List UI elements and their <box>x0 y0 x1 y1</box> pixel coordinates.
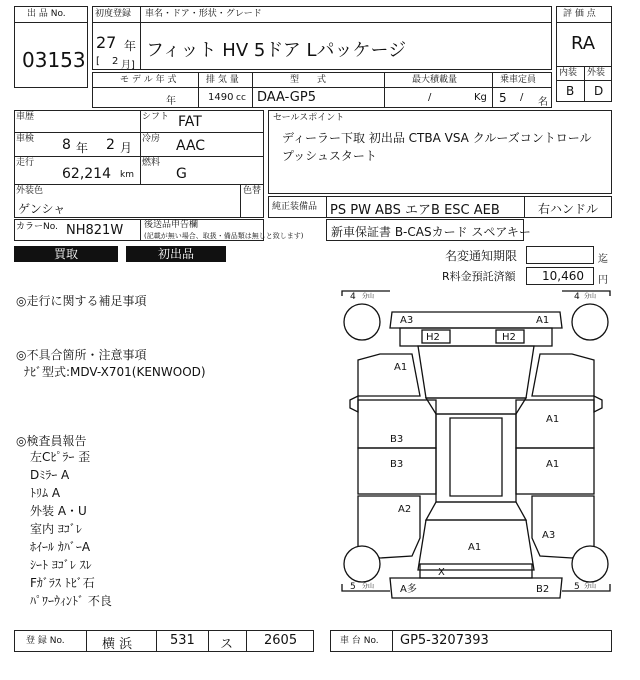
interior-score-label: 内装 <box>559 68 578 78</box>
mark-left-rear-door: B3 <box>390 459 404 470</box>
selling-points-label: セールスポイント <box>273 113 345 123</box>
color-number: NH821W <box>66 223 124 238</box>
inspector-item: 左Cﾋﾟﾗｰ 歪 <box>30 450 91 464</box>
inspection-month-unit: 月 <box>120 141 133 155</box>
shift: FAT <box>178 114 202 130</box>
history-label: 車歴 <box>16 112 35 122</box>
inspector-item: Dﾐﾗｰ A <box>30 468 70 482</box>
shift-label: シフト <box>142 112 170 122</box>
score-label: 評 価 点 <box>563 9 596 19</box>
equipment-items: PS PW ABS エアB ESC AEB <box>330 203 500 218</box>
later-items-note: (記載が無い場合、取扱・備品類は無しと致します) <box>144 232 304 240</box>
selling-points-line-2: プッシュスタート <box>282 149 377 163</box>
recycle-unit: 円 <box>598 275 608 286</box>
inspector-item: Fｶﾞﾗｽ ﾄﾋﾞ石 <box>30 576 95 590</box>
inspector-item: ｼｰﾄ ﾖｺﾞﾚ ｽﾚ <box>30 558 92 572</box>
inspector-item: ﾎｲｰﾙ ｶﾊﾞｰA <box>30 540 91 554</box>
navi-model: ﾅﾋﾞ型式:MDV-X701(KENWOOD) <box>24 365 206 379</box>
fuel: G <box>176 166 187 182</box>
car-name-label: 車名・ドア・形状・グレード <box>145 9 262 19</box>
exterior-score: D <box>594 84 604 98</box>
inspector-item: 室内 ﾖｺﾞﾚ <box>30 522 82 536</box>
capacity-slash: / <box>520 92 524 103</box>
tyre-rear-right: 5 <box>574 582 580 592</box>
later-items-label: 後送品申告欄 <box>144 220 199 230</box>
mark-right-front-door: A1 <box>546 414 560 425</box>
max-load-label: 最大積載量 <box>412 75 458 85</box>
interior-score: B <box>566 84 575 98</box>
passenger-capacity: 5 <box>499 91 507 105</box>
tyre-front-right: 4 <box>574 292 580 302</box>
selling-points-line-1: ディーラー下取 初出品 CTBA VSA クルーズコントロール <box>282 131 592 145</box>
tyre-unit-rr: 分山 <box>584 583 597 590</box>
first-registration-month-open: [ <box>96 56 100 67</box>
inspection-year: 8 <box>62 137 71 153</box>
mark-right-rear-door: A1 <box>546 459 560 470</box>
tyre-front-left: 4 <box>350 292 356 302</box>
inspection-month: 2 <box>106 137 115 153</box>
color-label: 外装色 <box>16 186 44 196</box>
displacement: 1490 <box>208 92 234 103</box>
mark-front-bumper-right: A1 <box>536 315 550 326</box>
name-change-value <box>526 246 594 264</box>
mileage: 62,214 <box>62 166 111 182</box>
color-number-label: カラーNo. <box>16 222 58 232</box>
name-change-unit: 迄 <box>598 254 608 265</box>
driving-notes-title: ◎走行に関する補足事項 <box>16 294 147 308</box>
inspector-item: ﾊﾟﾜｰｳｨﾝﾄﾞ 不良 <box>30 594 112 608</box>
first-registration-label: 初度登録 <box>95 9 132 19</box>
mark-grille-right: H2 <box>502 332 516 343</box>
recycle-label: R料金預託済額 <box>442 270 516 283</box>
tyre-unit-fl: 分山 <box>362 293 375 300</box>
inspector-report-title: ◎検査員報告 <box>16 434 87 448</box>
buy-badge: 買取 <box>14 246 118 262</box>
fuel-label: 燃料 <box>142 158 161 168</box>
mark-grille-left: H2 <box>426 332 440 343</box>
registration-area: 横 浜 <box>102 637 133 652</box>
mark-rear-panel: X <box>438 567 445 578</box>
inspector-item: 外装 A・U <box>30 504 87 518</box>
car-damage-diagram <box>340 288 612 620</box>
max-load-slash: / <box>428 92 432 103</box>
mileage-label: 走行 <box>16 158 35 168</box>
exterior-score-label: 外装 <box>587 68 606 78</box>
mileage-unit: km <box>120 170 134 180</box>
model-year-label: モ デ ル 年 式 <box>120 75 177 85</box>
color-change-label: 色替 <box>243 186 262 196</box>
first-registration-month-close: 月] <box>121 60 135 71</box>
lot-number: 03153 <box>22 48 86 72</box>
displacement-unit: cc <box>236 93 246 103</box>
defects-title: ◎不具合箇所・注意事項 <box>16 348 147 362</box>
first-listing-badge: 初出品 <box>126 246 226 262</box>
registration-number: 2605 <box>264 633 298 648</box>
capacity-label: 乗車定員 <box>500 75 537 85</box>
mark-rear-bumper-left: A多 <box>400 584 417 595</box>
mark-left-front-door: B3 <box>390 434 404 445</box>
registration-kana: ス <box>220 637 234 652</box>
registration-class: 531 <box>170 633 195 648</box>
model-year-unit: 年 <box>166 96 176 107</box>
lot-number-label: 出 品 No. <box>27 9 66 19</box>
car-name: フィット HV 5ドア Lパッケージ <box>146 40 407 61</box>
recycle-value: 10,460 <box>542 269 584 283</box>
first-registration-year-unit: 年 <box>124 39 137 53</box>
mark-rear-bumper-right: B2 <box>536 584 550 595</box>
warranty-items: 新車保証書 B-CASカード スペアキー <box>331 225 531 239</box>
equipment-label: 純正装備品 <box>272 202 318 212</box>
first-registration-year: 27 <box>96 33 117 52</box>
steering-side: 右ハンドル <box>538 202 599 216</box>
overall-score: RA <box>571 33 596 54</box>
tyre-unit-rl: 分山 <box>362 583 375 590</box>
inspection-year-unit: 年 <box>76 141 89 155</box>
mark-left-fender: A1 <box>394 362 408 373</box>
first-registration-month: 2 <box>112 56 119 67</box>
mark-right-quarter: A3 <box>542 530 556 541</box>
name-change-label: 名変通知期限 <box>445 249 518 263</box>
chassis-number: GP5-3207393 <box>400 633 489 648</box>
inspection-label: 車検 <box>16 134 35 144</box>
mark-front-bumper-left: A3 <box>400 315 414 326</box>
capacity-unit: 名 <box>538 97 548 108</box>
aircon-label: 冷房 <box>142 134 161 144</box>
mark-left-quarter: A2 <box>398 504 412 515</box>
tyre-rear-left: 5 <box>350 582 356 592</box>
mark-trunk: A1 <box>468 542 482 553</box>
inspector-item: ﾄﾘﾑ A <box>30 486 61 500</box>
registration-label: 登 録 No. <box>26 636 65 646</box>
max-load-unit: Kg <box>474 92 487 103</box>
tyre-unit-fr: 分山 <box>584 293 597 300</box>
type-label: 型 式 <box>290 75 327 85</box>
aircon: AAC <box>176 138 206 154</box>
model-type: DAA-GP5 <box>257 90 316 105</box>
exterior-color: ゲンシャ <box>18 202 66 216</box>
chassis-label: 車 台 No. <box>340 636 379 646</box>
displacement-label: 排 気 量 <box>206 75 239 85</box>
